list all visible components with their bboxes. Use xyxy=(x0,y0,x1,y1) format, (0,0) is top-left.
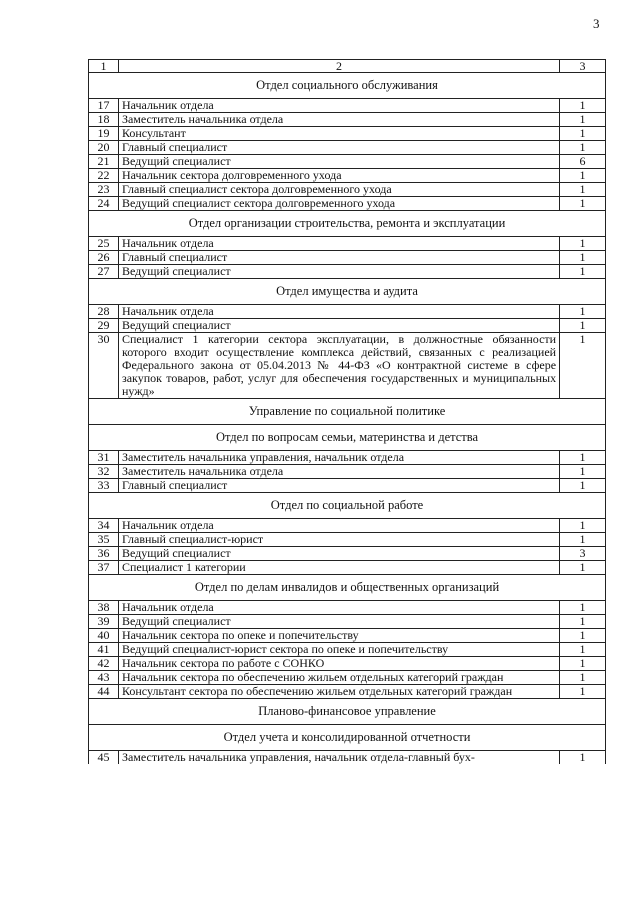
row-number: 36 xyxy=(89,547,119,561)
table-row xyxy=(89,533,606,547)
table-row xyxy=(89,671,606,685)
section-row xyxy=(89,425,606,451)
section-row xyxy=(89,575,606,601)
row-number: 25 xyxy=(89,237,119,251)
position-name: Главный специалист xyxy=(118,251,559,265)
row-number: 28 xyxy=(89,305,119,319)
position-name: Заместитель начальника управления, начальник отдела-главный бух- xyxy=(118,751,559,765)
row-number: 40 xyxy=(89,629,119,643)
position-count: 1 xyxy=(560,237,606,251)
position-name: Главный специалист-юрист xyxy=(118,533,559,547)
position-name: Начальник отдела xyxy=(118,519,559,533)
position-count: 6 xyxy=(560,155,606,169)
row-number: 17 xyxy=(89,99,119,113)
section-row xyxy=(89,279,606,305)
section-row xyxy=(89,73,606,99)
table-row xyxy=(89,601,606,615)
table-row xyxy=(89,169,606,183)
position-count: 1 xyxy=(560,479,606,493)
position-count: 1 xyxy=(560,561,606,575)
table-row xyxy=(89,657,606,671)
position-count: 1 xyxy=(560,685,606,699)
position-name: Ведущий специалист xyxy=(118,615,559,629)
position-count: 1 xyxy=(560,643,606,657)
row-number: 19 xyxy=(89,127,119,141)
table-row xyxy=(89,451,606,465)
position-name: Заместитель начальника управления, начальник отдела xyxy=(118,451,559,465)
table-row xyxy=(89,127,606,141)
header-col-2: 2 xyxy=(118,60,559,73)
section-title: Управление по социальной политике xyxy=(89,399,606,425)
row-number: 29 xyxy=(89,319,119,333)
row-number: 37 xyxy=(89,561,119,575)
position-name: Ведущий специалист xyxy=(118,547,559,561)
position-name: Начальник сектора по обеспечению жильем отдельных категорий граждан xyxy=(118,671,559,685)
table-row xyxy=(89,99,606,113)
table-row xyxy=(89,479,606,493)
position-name: Ведущий специалист-юрист сектора по опеке и попечительству xyxy=(118,643,559,657)
row-number: 21 xyxy=(89,155,119,169)
position-count: 1 xyxy=(560,251,606,265)
position-count: 1 xyxy=(560,333,606,399)
section-row xyxy=(89,493,606,519)
table-row xyxy=(89,685,606,699)
section-title: Планово-финансовое управление xyxy=(89,699,606,725)
table-row xyxy=(89,265,606,279)
table-row xyxy=(89,333,606,399)
position-count: 1 xyxy=(560,533,606,547)
position-count: 1 xyxy=(560,615,606,629)
section-title: Отдел организации строительства, ремонта и эксплуатации xyxy=(89,211,606,237)
row-number: 20 xyxy=(89,141,119,155)
position-name: Начальник отдела xyxy=(118,601,559,615)
row-number: 30 xyxy=(89,333,119,399)
position-name: Консультант xyxy=(118,127,559,141)
position-count: 1 xyxy=(560,465,606,479)
row-number: 22 xyxy=(89,169,119,183)
position-name: Заместитель начальника отдела xyxy=(118,465,559,479)
row-number: 38 xyxy=(89,601,119,615)
position-count: 1 xyxy=(560,751,606,765)
row-number: 26 xyxy=(89,251,119,265)
position-count: 1 xyxy=(560,265,606,279)
position-count: 1 xyxy=(560,319,606,333)
section-row xyxy=(89,699,606,725)
row-number: 32 xyxy=(89,465,119,479)
position-count: 1 xyxy=(560,305,606,319)
position-name: Ведущий специалист сектора долговременного ухода xyxy=(118,197,559,211)
row-number: 39 xyxy=(89,615,119,629)
table-row xyxy=(89,319,606,333)
table-row xyxy=(89,519,606,533)
position-count: 1 xyxy=(560,183,606,197)
position-count: 1 xyxy=(560,113,606,127)
position-name: Главный специалист xyxy=(118,479,559,493)
table-row xyxy=(89,155,606,169)
table-row xyxy=(89,305,606,319)
position-name: Главный специалист xyxy=(118,141,559,155)
row-number: 43 xyxy=(89,671,119,685)
section-row xyxy=(89,211,606,237)
table-row xyxy=(89,197,606,211)
position-name: Ведущий специалист xyxy=(118,265,559,279)
position-count: 1 xyxy=(560,197,606,211)
position-name: Консультант сектора по обеспечению жильем отдельных категорий граждан xyxy=(118,685,559,699)
table-row xyxy=(89,141,606,155)
row-number: 24 xyxy=(89,197,119,211)
position-count: 1 xyxy=(560,629,606,643)
row-number: 31 xyxy=(89,451,119,465)
row-number: 35 xyxy=(89,533,119,547)
section-row xyxy=(89,725,606,751)
position-name: Заместитель начальника отдела xyxy=(118,113,559,127)
table-row xyxy=(89,237,606,251)
table-row xyxy=(89,751,606,765)
section-title: Отдел по делам инвалидов и общественных организаций xyxy=(89,575,606,601)
section-title: Отдел учета и консолидированной отчетности xyxy=(89,725,606,751)
header-col-1: 1 xyxy=(89,60,119,73)
header-col-3: 3 xyxy=(560,60,606,73)
position-name: Специалист 1 категории xyxy=(118,561,559,575)
position-name: Главный специалист сектора долговременного ухода xyxy=(118,183,559,197)
row-number: 18 xyxy=(89,113,119,127)
table-row xyxy=(89,465,606,479)
table-row xyxy=(89,547,606,561)
page-number: 3 xyxy=(593,16,600,31)
position-name: Начальник сектора по работе с СОНКО xyxy=(118,657,559,671)
position-name: Начальник сектора долговременного ухода xyxy=(118,169,559,183)
row-number: 44 xyxy=(89,685,119,699)
row-number: 33 xyxy=(89,479,119,493)
position-count: 1 xyxy=(560,519,606,533)
section-row xyxy=(89,399,606,425)
position-count: 1 xyxy=(560,169,606,183)
position-count: 1 xyxy=(560,127,606,141)
table-row xyxy=(89,629,606,643)
table-row xyxy=(89,113,606,127)
row-number: 45 xyxy=(89,751,119,765)
table-row xyxy=(89,183,606,197)
section-title: Отдел имущества и аудита xyxy=(89,279,606,305)
section-title: Отдел социального обслуживания xyxy=(89,73,606,99)
table-row xyxy=(89,643,606,657)
position-count: 1 xyxy=(560,99,606,113)
position-name: Ведущий специалист xyxy=(118,319,559,333)
position-name: Начальник отдела xyxy=(118,305,559,319)
position-name: Начальник отдела xyxy=(118,237,559,251)
section-title: Отдел по вопросам семьи, материнства и детства xyxy=(89,425,606,451)
row-number: 42 xyxy=(89,657,119,671)
header-row xyxy=(89,60,606,73)
row-number: 23 xyxy=(89,183,119,197)
position-name: Начальник отдела xyxy=(118,99,559,113)
position-count: 1 xyxy=(560,671,606,685)
section-title: Отдел по социальной работе xyxy=(89,493,606,519)
staffing-table xyxy=(88,59,606,764)
position-name: Начальник сектора по опеке и попечительству xyxy=(118,629,559,643)
position-count: 1 xyxy=(560,141,606,155)
position-count: 1 xyxy=(560,657,606,671)
position-count: 1 xyxy=(560,601,606,615)
position-name: Ведущий специалист xyxy=(118,155,559,169)
position-name: Специалист 1 категории сектора эксплуатации, в должностные обязанности которого входит осуществление комплекса действий, связанных с реализацией Федерального закона от 05.04.2013 № 44-ФЗ «О контрактной системе в сфере закупок товаров, работ, услуг для обеспечения государственных и муниципальных нужд» xyxy=(118,333,559,399)
position-count: 3 xyxy=(560,547,606,561)
row-number: 27 xyxy=(89,265,119,279)
table-row xyxy=(89,251,606,265)
row-number: 41 xyxy=(89,643,119,657)
table-row xyxy=(89,615,606,629)
position-count: 1 xyxy=(560,451,606,465)
table-row xyxy=(89,561,606,575)
row-number: 34 xyxy=(89,519,119,533)
